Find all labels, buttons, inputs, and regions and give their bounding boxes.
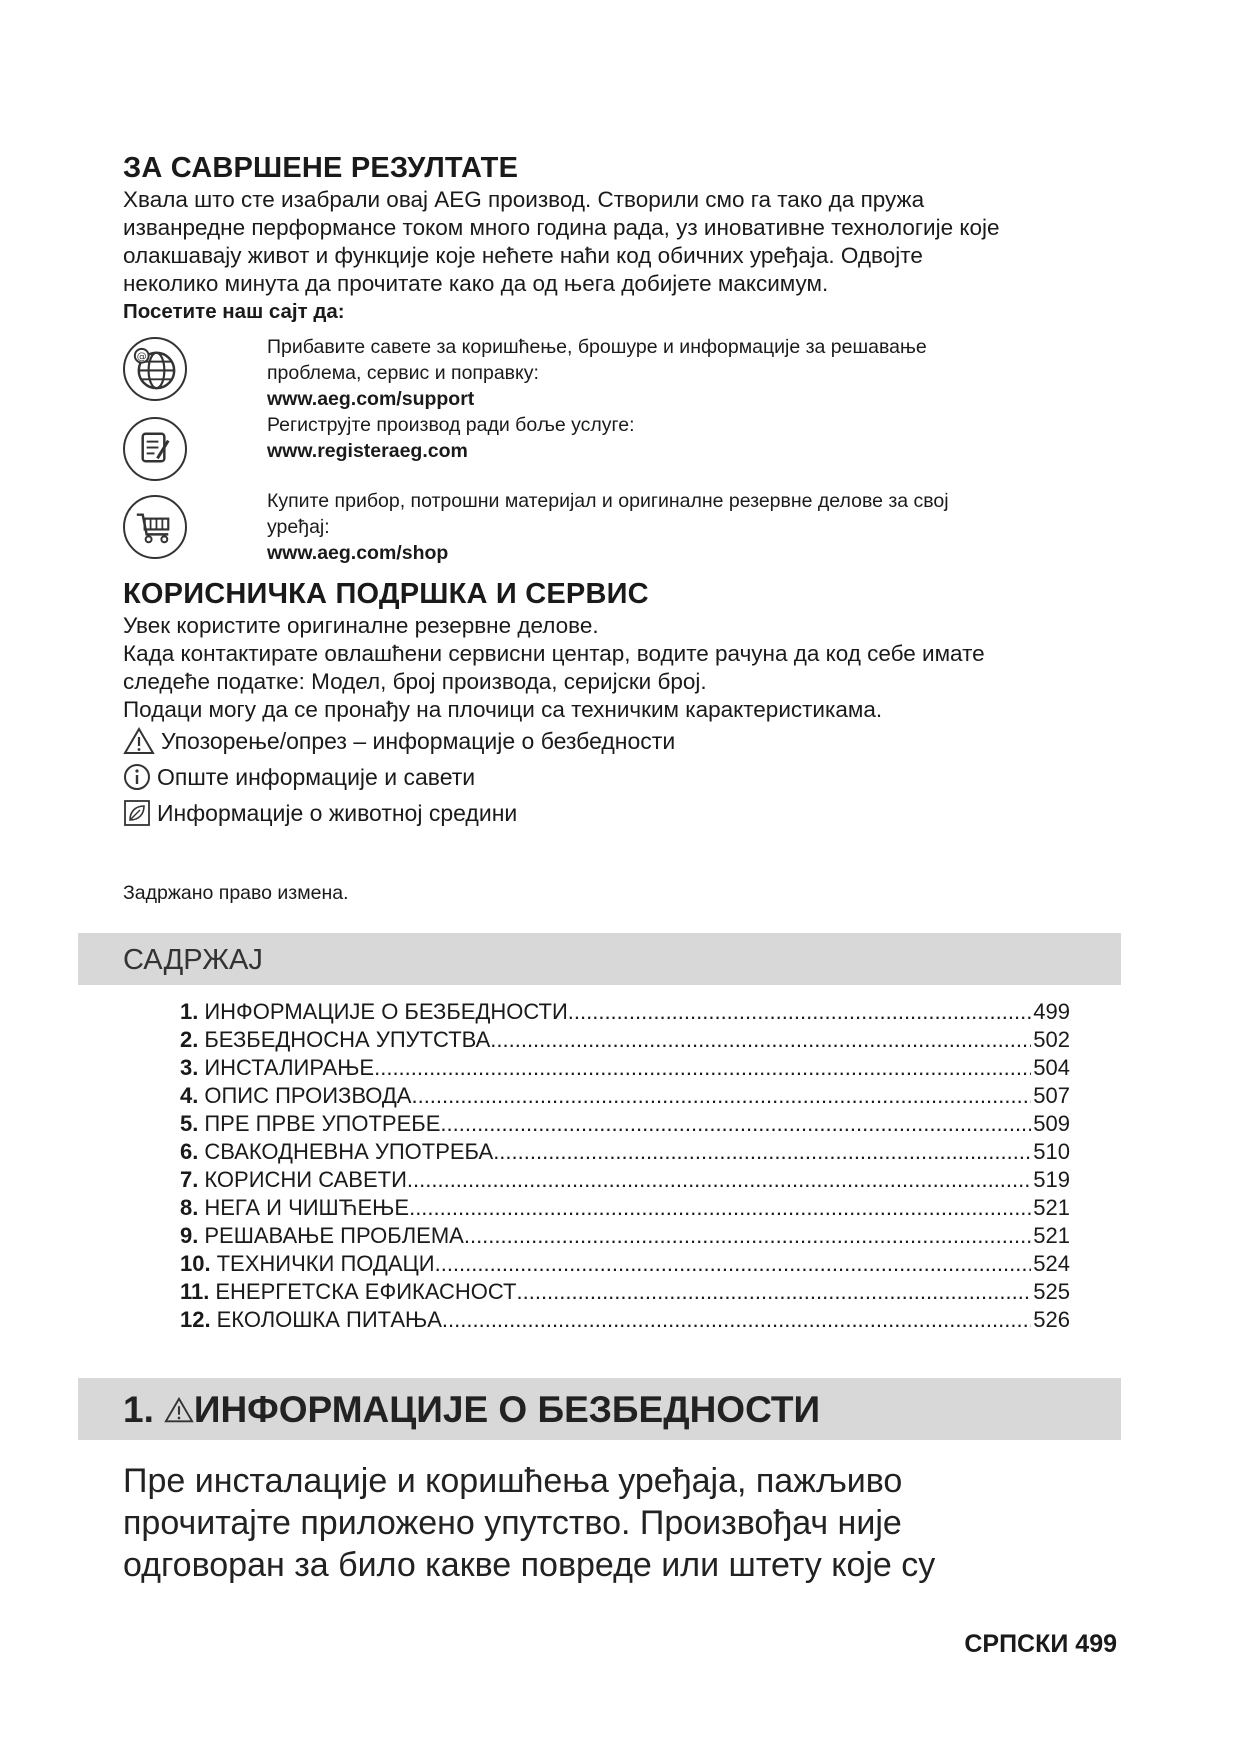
support-line: Подаци могу да се пронађу на плочици са техничким карактеристикама. bbox=[123, 697, 883, 722]
safety-intro-paragraph bbox=[123, 1460, 935, 1586]
toc-item[interactable]: 2. БЕЗБЕДНОСНА УПУТСТВА ..... 502 bbox=[180, 1026, 1070, 1054]
intro-line: изванредне перформансе током много година рада, уз иновативне технологије које bbox=[123, 215, 1000, 240]
toc-item[interactable]: 8. НЕГА И ЧИШЋЕЊЕ ..... 521 bbox=[180, 1194, 1070, 1222]
support-description: проблема, сервис и поправку: bbox=[267, 362, 539, 384]
safety-section-band bbox=[78, 1378, 1121, 1440]
safety-section-number: 1. bbox=[123, 1389, 154, 1430]
register-document-icon bbox=[123, 417, 187, 481]
intro-paragraph bbox=[123, 186, 1000, 298]
toc-item[interactable]: 11. ЕНЕРГЕТСКА ЕФИКАСНОСТ ..... 525 bbox=[180, 1278, 1070, 1306]
toc-title: САДРЖАЈ bbox=[123, 944, 263, 976]
info-icon bbox=[123, 763, 151, 791]
toc-header-band bbox=[78, 933, 1121, 985]
note-warning bbox=[123, 727, 675, 755]
shop-description: Купите прибор, потрошни материјал и оригиналне резервне делове за свој bbox=[267, 490, 949, 512]
shop-description: уређај: bbox=[267, 516, 330, 538]
safety-intro-line: одговоран за било какве повреде или штету које су bbox=[123, 1546, 936, 1584]
register-description: Региструјте производ ради боље услуге: bbox=[267, 414, 635, 436]
toc-item[interactable]: 3. ИНСТАЛИРАЊЕ ..... 504 bbox=[180, 1054, 1070, 1082]
support-url-link[interactable]: www.aeg.com/support bbox=[267, 388, 475, 410]
note-environment-text: Информације о животној средини bbox=[157, 799, 518, 826]
intro-line: олакшавају живот и функције које нећете наћи код обичних уређаја. Одвојте bbox=[123, 243, 923, 268]
support-link-block bbox=[267, 334, 927, 412]
warning-icon bbox=[123, 727, 155, 755]
warning-icon bbox=[164, 1396, 194, 1424]
toc-item[interactable]: 7. КОРИСНИ САВЕТИ ..... 519 bbox=[180, 1166, 1070, 1194]
safety-section-heading: ИНФОРМАЦИЈЕ О БЕЗБЕДНОСТИ bbox=[193, 1389, 821, 1430]
support-line: следеће податке: Модел, број производа, серијски број. bbox=[123, 669, 707, 694]
register-link-block bbox=[267, 412, 634, 464]
rights-reserved-note: Задржано право измена. bbox=[123, 882, 349, 904]
section-title-perfect-results: ЗА САВРШЕНЕ РЕЗУЛТАТЕ bbox=[123, 152, 519, 184]
toc-item[interactable]: 4. ОПИС ПРОИЗВОДА ..... 507 bbox=[180, 1082, 1070, 1110]
safety-intro-line: прочитајте приложено упутство. Произвођач није bbox=[123, 1504, 902, 1542]
support-line: Када контактирате овлашћени сервисни центар, водите рачуна да код себе имате bbox=[123, 641, 985, 666]
support-paragraph bbox=[123, 612, 985, 724]
note-warning-text: Упозорење/опрез – информације о безбедности bbox=[161, 727, 676, 754]
support-line: Увек користите оригиналне резервне делове. bbox=[123, 613, 599, 638]
globe-icon bbox=[123, 337, 187, 401]
leaf-icon bbox=[123, 799, 151, 827]
toc-item[interactable]: 12. ЕКОЛОШКА ПИТАЊА ..... 526 bbox=[180, 1306, 1070, 1334]
page-footer: СРПСКИ 499 bbox=[964, 1630, 1117, 1658]
intro-line: Хвала што сте изабрали овај AEG производ. Створили смо га тако да пружа bbox=[123, 187, 925, 212]
toc-item[interactable]: 1. ИНФОРМАЦИЈЕ О БЕЗБЕДНОСТИ ..... 499 bbox=[180, 998, 1070, 1026]
safety-intro-line: Пре инсталације и коришћења уређаја, пажљиво bbox=[123, 1462, 903, 1500]
toc-item[interactable]: 5. ПРЕ ПРВЕ УПОТРЕБЕ ..... 509 bbox=[180, 1110, 1070, 1138]
section-title-support: КОРИСНИЧКА ПОДРШКА И СЕРВИС bbox=[123, 578, 649, 610]
svg-text:@: @ bbox=[136, 351, 147, 363]
safety-section-title bbox=[123, 1389, 820, 1431]
intro-line: неколико минута да прочитате како да од њега добијете максимум. bbox=[123, 271, 829, 296]
toc-item[interactable]: 10. ТЕХНИЧКИ ПОДАЦИ ..... 524 bbox=[180, 1250, 1070, 1278]
shop-url-link[interactable]: www.aeg.com/shop bbox=[267, 542, 449, 564]
note-info bbox=[123, 763, 475, 791]
register-url-link[interactable]: www.registeraeg.com bbox=[267, 440, 468, 462]
toc-item[interactable]: 9. РЕШАВАЊЕ ПРОБЛЕМА ..... 521 bbox=[180, 1222, 1070, 1250]
visit-site-label: Посетите наш сајт да: bbox=[123, 300, 345, 323]
toc-item[interactable]: 6. СВАКОДНЕВНА УПОТРЕБА ..... 510 bbox=[180, 1138, 1070, 1166]
note-info-text: Опште информације и савети bbox=[157, 763, 476, 790]
shop-link-block bbox=[267, 488, 949, 566]
shopping-cart-icon bbox=[123, 495, 187, 559]
note-environment bbox=[123, 799, 517, 827]
support-description: Прибавите савете за коришћење, брошуре и информације за решавање bbox=[267, 336, 927, 358]
